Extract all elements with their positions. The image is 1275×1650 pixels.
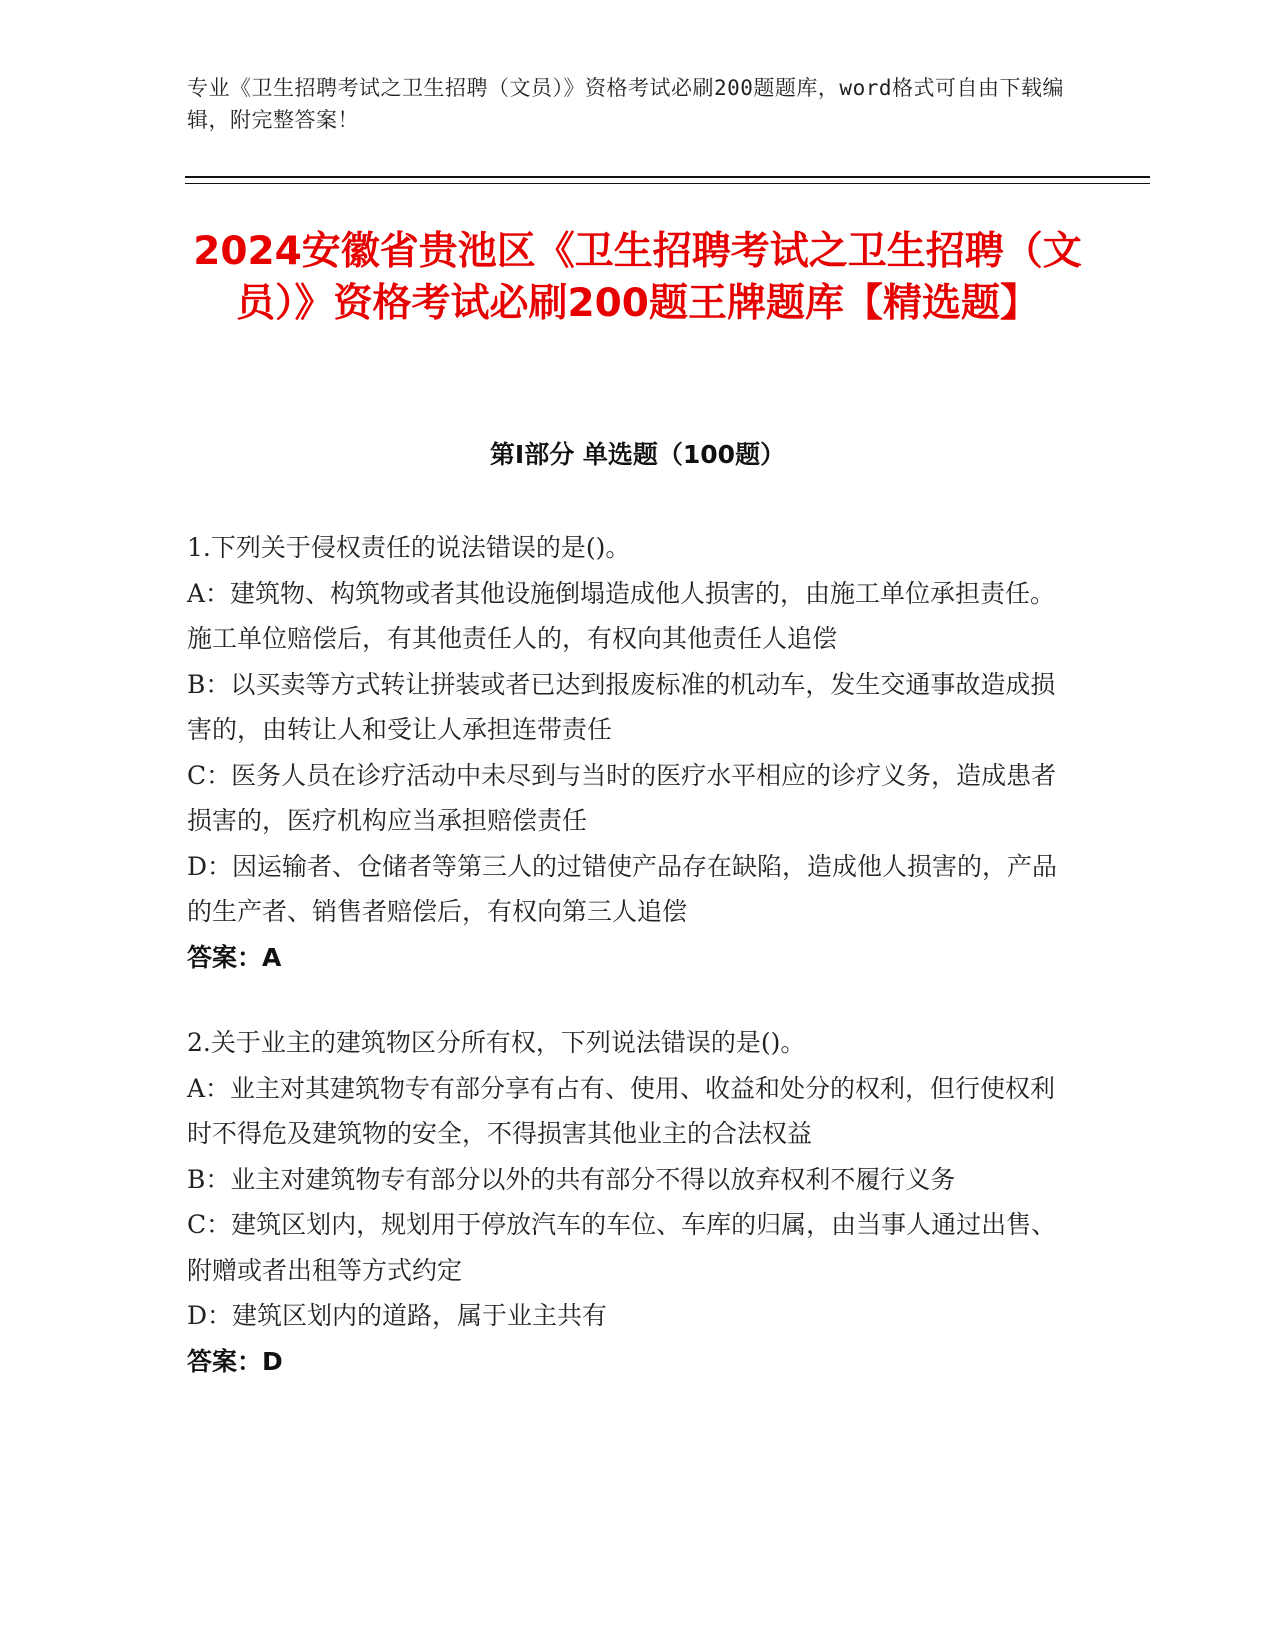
option-a: A：业主对其建筑物专有部分享有占有、使用、收益和处分的权利，但行使权利时不得危及建筑物的安全，不得损害其他业主的合法权益 xyxy=(187,1073,1056,1148)
option-a: A：建筑物、构筑物或者其他设施倒塌造成他人损害的，由施工单位承担责任。施工单位赔偿后，有其他责任人的，有权向其他责任人追偿 xyxy=(187,578,1056,653)
option-d: D：因运输者、仓储者等第三人的过错使产品存在缺陷，造成他人损害的，产品的生产者、销售者赔偿后，有权向第三人追偿 xyxy=(187,851,1058,926)
option-c: C：建筑区划内，规划用于停放汽车的车位、车库的归属，由当事人通过出售、附赠或者出租等方式约定 xyxy=(187,1210,1057,1285)
question-stem: 1.下列关于侵权责任的说法错误的是()。 xyxy=(187,533,631,562)
option-b: B：以买卖等方式转让拼装或者已达到报废标准的机动车，发生交通事故造成损害的，由转让人和受让人承担连带责任 xyxy=(187,669,1056,744)
option-b: B：业主对建筑物专有部分以外的共有部分不得以放弃权利不履行义务 xyxy=(187,1164,956,1194)
question-1 xyxy=(187,525,1077,980)
question-stem: 2.关于业主的建筑物区分所有权，下列说法错误的是()。 xyxy=(187,1028,806,1057)
question-2 xyxy=(187,1020,1077,1384)
header-note: 专业《卫生招聘考试之卫生招聘（文员）》资格考试必刷200题题库，word格式可自由下载编辑，附完整答案！ xyxy=(187,76,1064,132)
header-rule-thin xyxy=(185,183,1150,184)
answer: 答案：A xyxy=(187,942,282,972)
answer: 答案：D xyxy=(187,1346,283,1376)
header-rule-thick xyxy=(185,176,1150,178)
section-title: 第Ⅰ部分 单选题（100题） xyxy=(489,440,786,469)
document-title: 2024安徽省贵池区《卫生招聘考试之卫生招聘（文员）》资格考试必刷200题王牌题库【精选题】 xyxy=(193,229,1082,326)
option-d: D：建筑区划内的道路，属于业主共有 xyxy=(187,1301,608,1330)
option-c: C：医务人员在诊疗活动中未尽到与当时的医疗水平相应的诊疗义务，造成患者损害的，医疗机构应当承担赔偿责任 xyxy=(187,760,1057,835)
